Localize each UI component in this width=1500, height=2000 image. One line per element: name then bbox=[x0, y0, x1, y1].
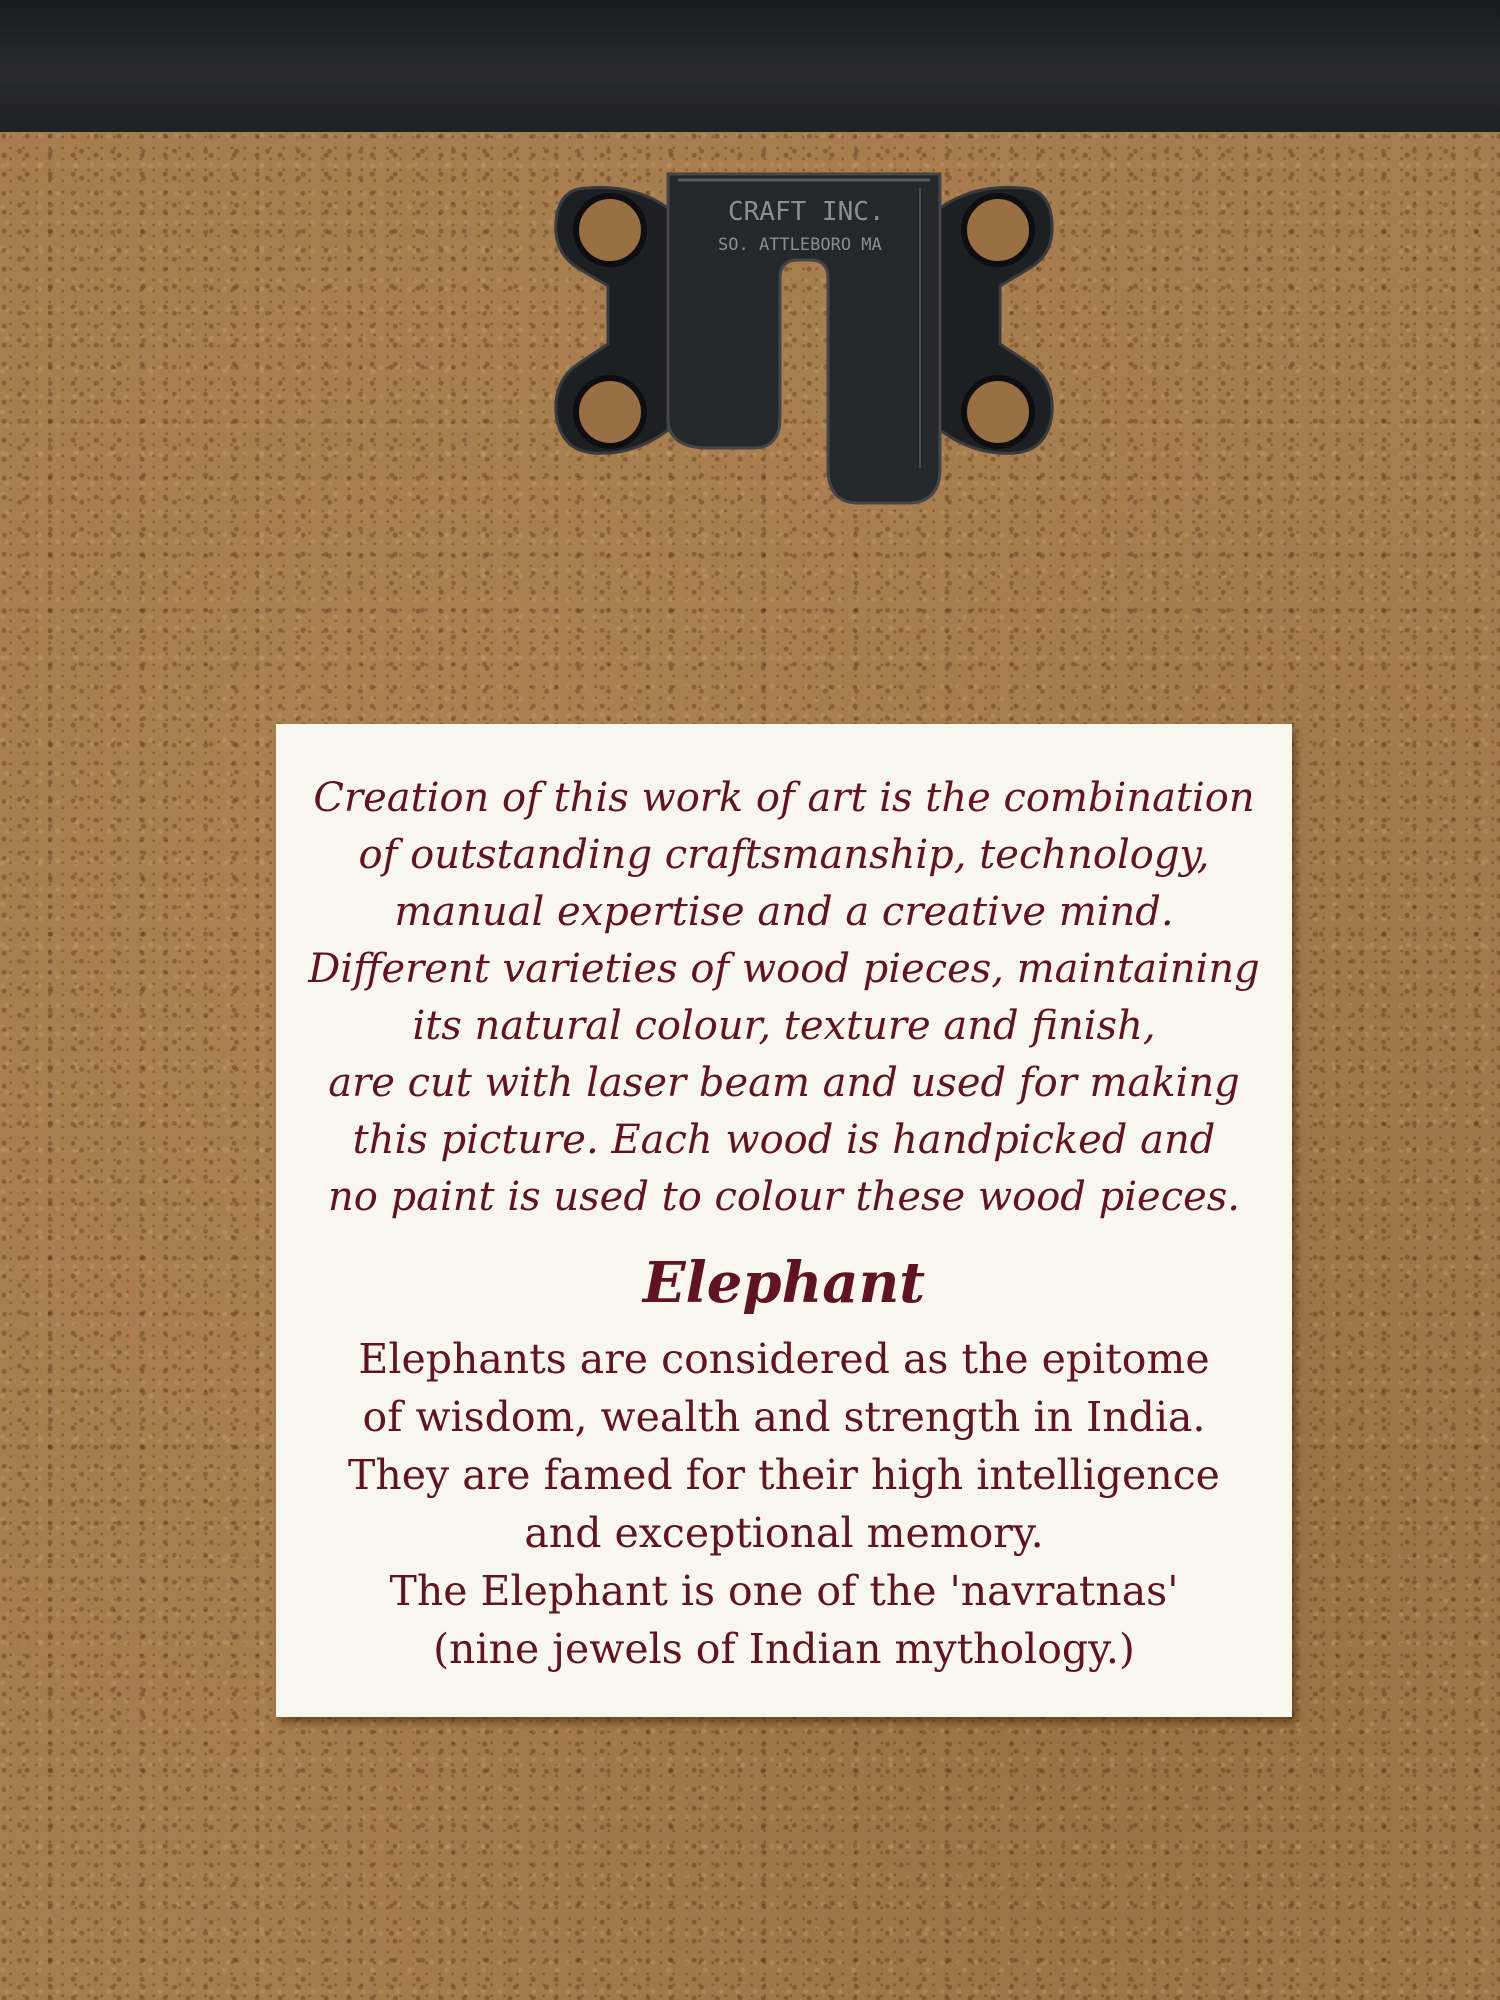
intro-line: Creation of this work of art is the combination bbox=[313, 775, 1255, 821]
hanger-icon bbox=[548, 168, 1060, 528]
body-line: and exceptional memory. bbox=[524, 1509, 1044, 1557]
body-paragraph bbox=[276, 1330, 1292, 1678]
hanger-stamp-line-2: SO. ATTLEBORO MA bbox=[718, 235, 882, 255]
intro-line: are cut with laser beam and used for making bbox=[328, 1060, 1240, 1106]
description-label-card bbox=[276, 724, 1292, 1717]
body-line: The Elephant is one of the 'navratnas' bbox=[389, 1567, 1179, 1615]
intro-line: Different varieties of wood pieces, maintaining bbox=[308, 946, 1260, 992]
intro-line: of outstanding craftsmanship, technology, bbox=[358, 832, 1210, 878]
body-line: Elephants are considered as the epitome bbox=[358, 1335, 1210, 1383]
body-line: (nine jewels of Indian mythology.) bbox=[433, 1625, 1135, 1673]
intro-line: no paint is used to colour these wood pieces. bbox=[327, 1174, 1241, 1220]
intro-line: its natural colour, texture and finish, bbox=[412, 1003, 1156, 1049]
label-title: Elephant bbox=[642, 1250, 926, 1316]
hanger-stamp-line-1: CRAFT INC. bbox=[728, 197, 885, 227]
intro-line: this picture. Each wood is handpicked and bbox=[352, 1117, 1216, 1163]
sawtooth-hanger-bracket bbox=[548, 168, 1060, 528]
intro-line: manual expertise and a creative mind. bbox=[394, 889, 1174, 935]
intro-paragraph bbox=[276, 770, 1292, 1226]
body-line: They are famed for their high intelligence bbox=[348, 1451, 1220, 1499]
frame-edge bbox=[0, 0, 1500, 135]
body-line: of wisdom, wealth and strength in India. bbox=[362, 1393, 1206, 1441]
